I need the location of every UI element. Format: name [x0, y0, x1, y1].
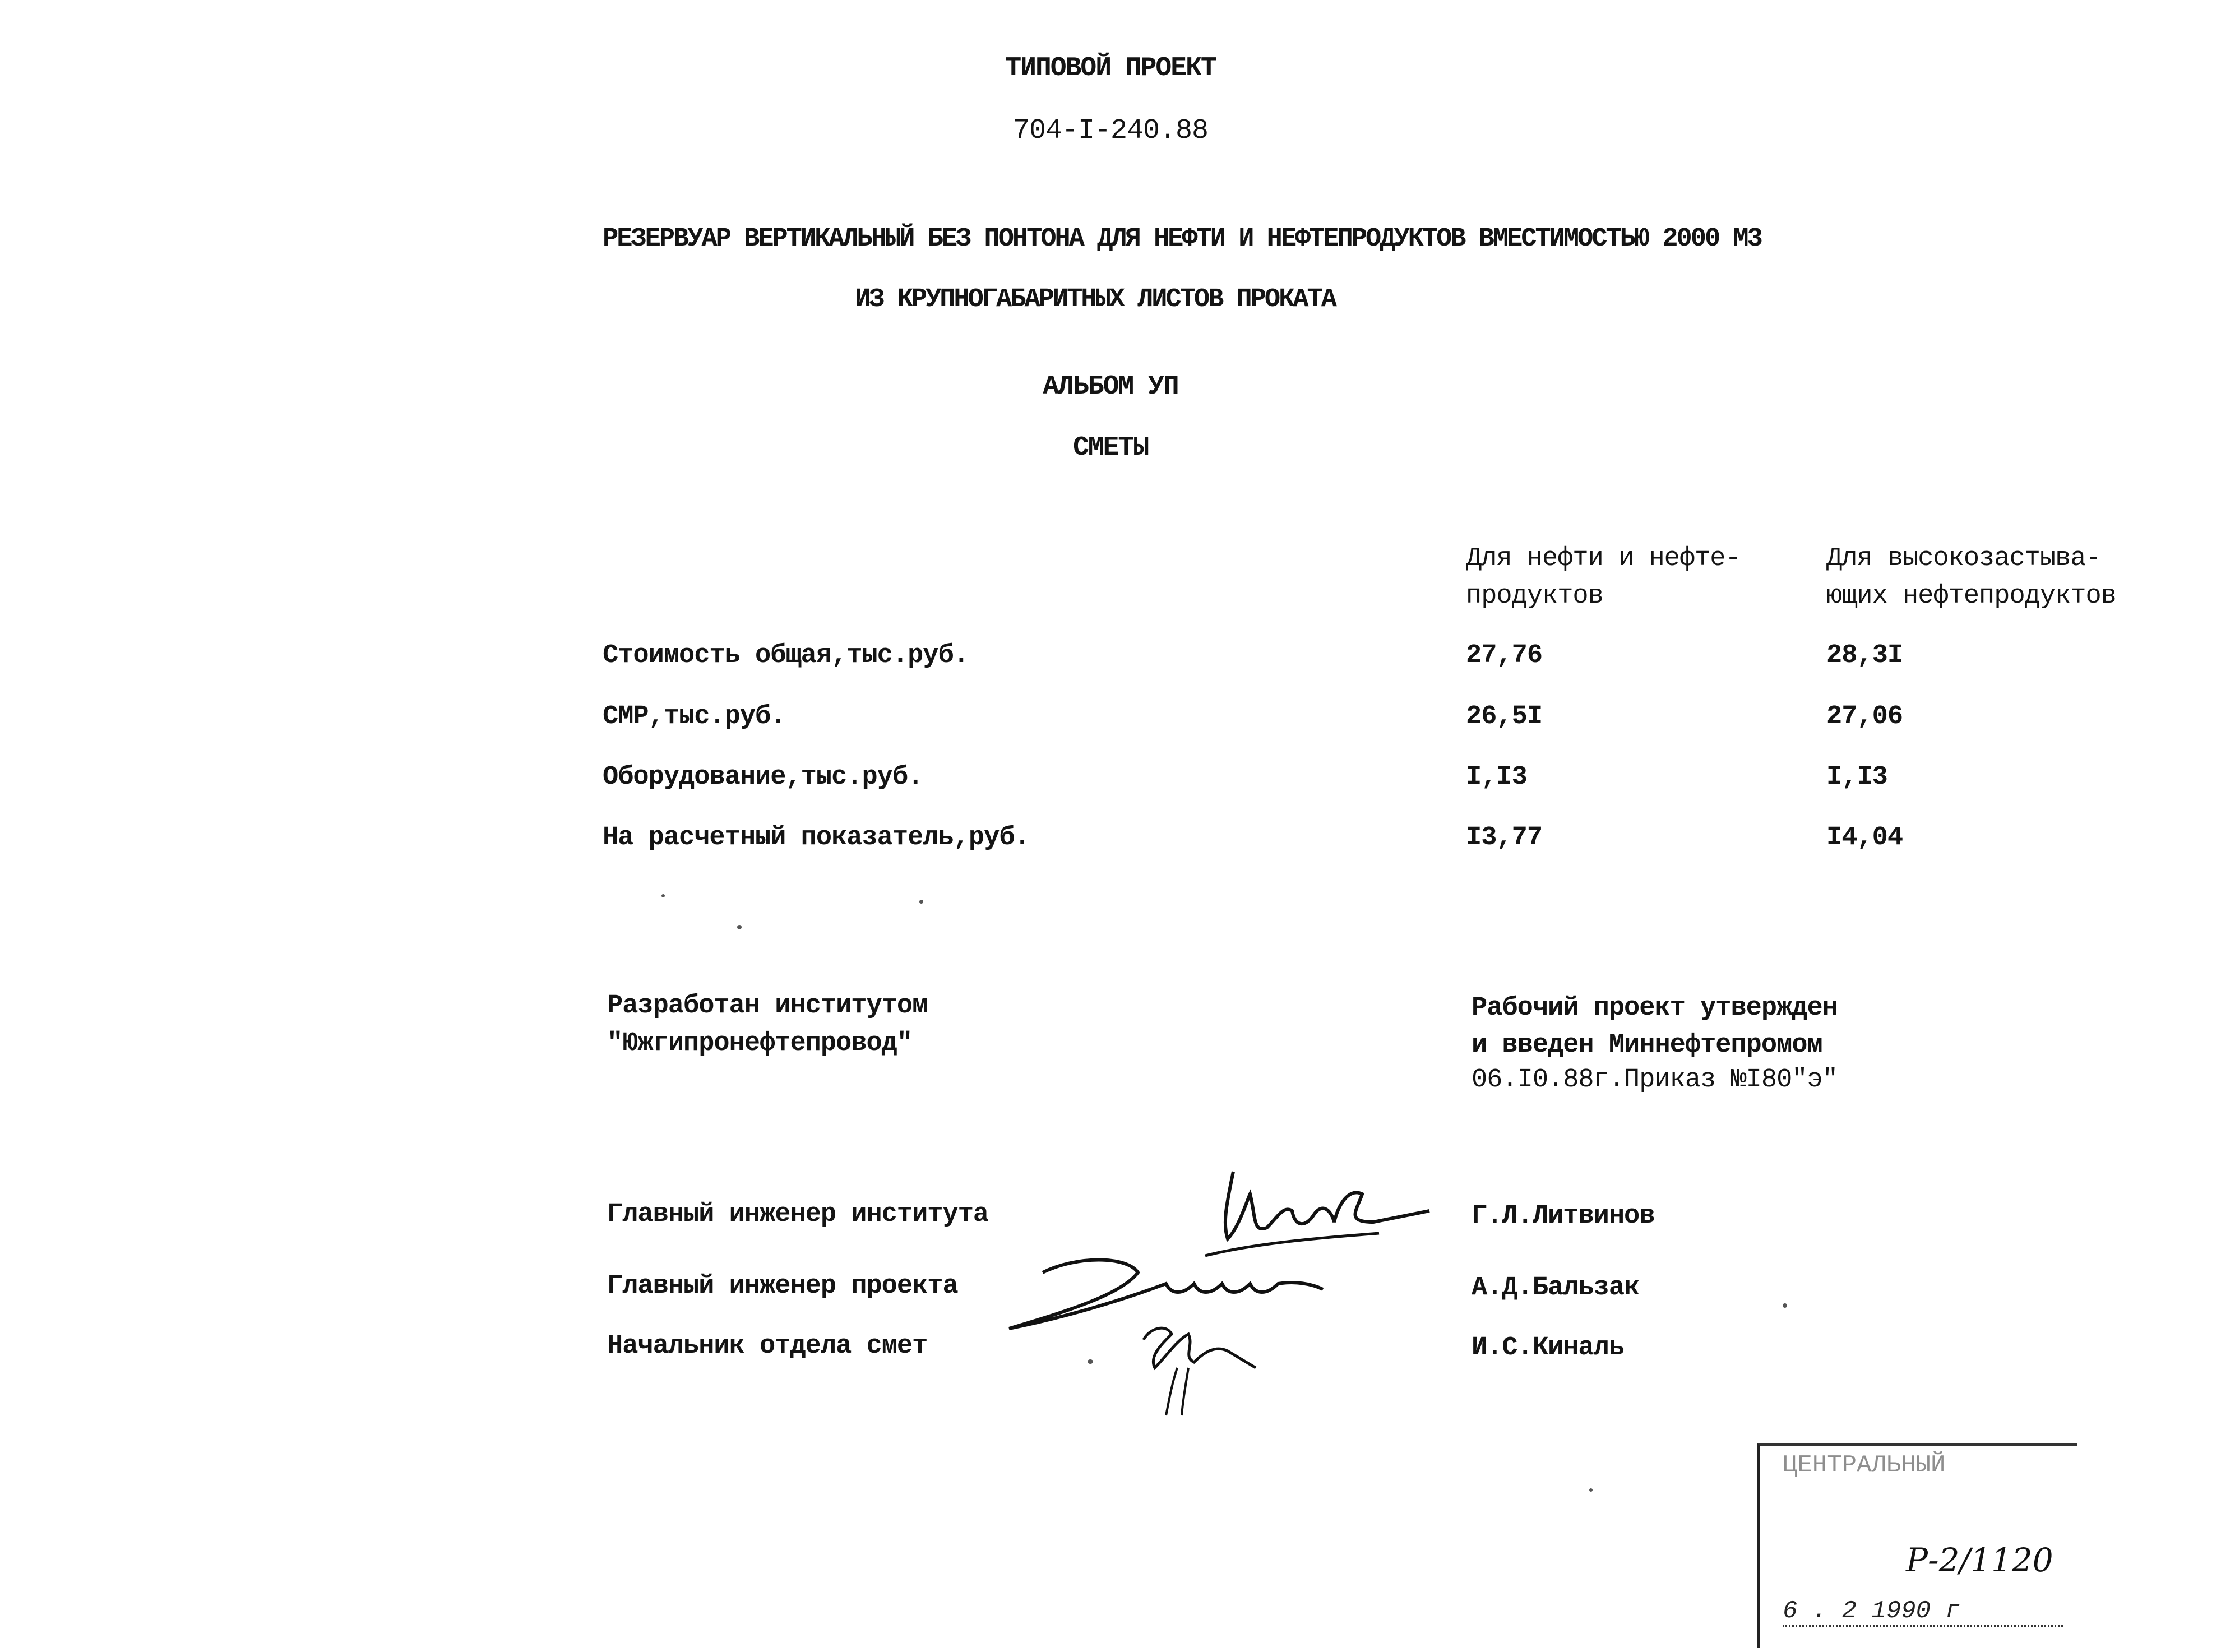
- signature-chief-engineer-institute: [1194, 1160, 1446, 1261]
- table-row-value: I,I3: [1466, 762, 1527, 792]
- signature-head-of-estimates: [1121, 1306, 1267, 1418]
- stamp-registration-number: Р-2/1120: [1906, 1541, 2053, 1579]
- stamp-line1: ЦЕНТРАЛЬНЫЙ: [1783, 1451, 1946, 1479]
- stamp-date: 6 . 2 1990 г: [1783, 1597, 1960, 1625]
- developer-line1: Разработан институтом: [607, 991, 928, 1021]
- column-header-1-line1: Для нефти и нефте-: [1466, 544, 1741, 573]
- signatory-role: Начальник отдела смет: [607, 1331, 928, 1361]
- table-row-value: 27,06: [1826, 702, 1903, 732]
- column-header-2-line1: Для высокозастыва-: [1826, 544, 2101, 573]
- approval-line3: 06.I0.88г.Приказ №I80"э": [1472, 1065, 1838, 1095]
- column-header-2-line2: ющих нефтепродуктов: [1826, 581, 2116, 611]
- column-header-1-line2: продуктов: [1466, 581, 1603, 611]
- project-number: 704-I-240.88: [1012, 115, 1209, 147]
- table-row-value: I,I3: [1826, 762, 1887, 792]
- project-type-heading: ТИПОВОЙ ПРОЕКТ: [1005, 53, 1216, 84]
- signatory-role: Главный инженер проекта: [607, 1271, 958, 1301]
- table-row-label: Стоимость общая,тыс.руб.: [603, 641, 969, 670]
- table-row-label: СМР,тыс.руб.: [603, 702, 786, 732]
- approval-line2: и введен Миннефтепромом: [1472, 1030, 1822, 1060]
- signatory-name: И.С.Киналь: [1472, 1333, 1625, 1363]
- table-row-value: I4,04: [1826, 823, 1903, 853]
- signatory-name: А.Д.Бальзак: [1472, 1273, 1640, 1303]
- section-heading: СМЕТЫ: [1072, 433, 1149, 463]
- document-title-line2: ИЗ КРУПНОГАБАРИТНЫХ ЛИСТОВ ПРОКАТА: [855, 285, 1335, 314]
- signatory-name: Г.Л.Литвинов: [1472, 1201, 1655, 1231]
- table-row-value: 27,76: [1466, 641, 1543, 670]
- signatory-role: Главный инженер института: [607, 1200, 989, 1229]
- table-row-value: 28,3I: [1826, 641, 1903, 670]
- table-row-value: I3,77: [1466, 823, 1543, 853]
- approval-line1: Рабочий проект утвержден: [1472, 993, 1838, 1023]
- registration-stamp: [1757, 1443, 2077, 1648]
- developer-line2: "Южгипронефтепровод": [607, 1029, 913, 1058]
- document-title-line1: РЕЗЕРВУАР ВЕРТИКАЛЬНЫЙ БЕЗ ПОНТОНА ДЛЯ НЕФТИ И НЕФТЕПРОДУКТОВ ВМЕСТИМОСТЬЮ 2000 М3: [603, 224, 1761, 254]
- table-row-label: Оборудование,тыс.руб.: [603, 762, 923, 792]
- table-row-value: 26,5I: [1466, 702, 1543, 732]
- album-heading: АЛЬБОМ УП: [1043, 372, 1178, 402]
- table-row-label: На расчетный показатель,руб.: [603, 823, 1030, 853]
